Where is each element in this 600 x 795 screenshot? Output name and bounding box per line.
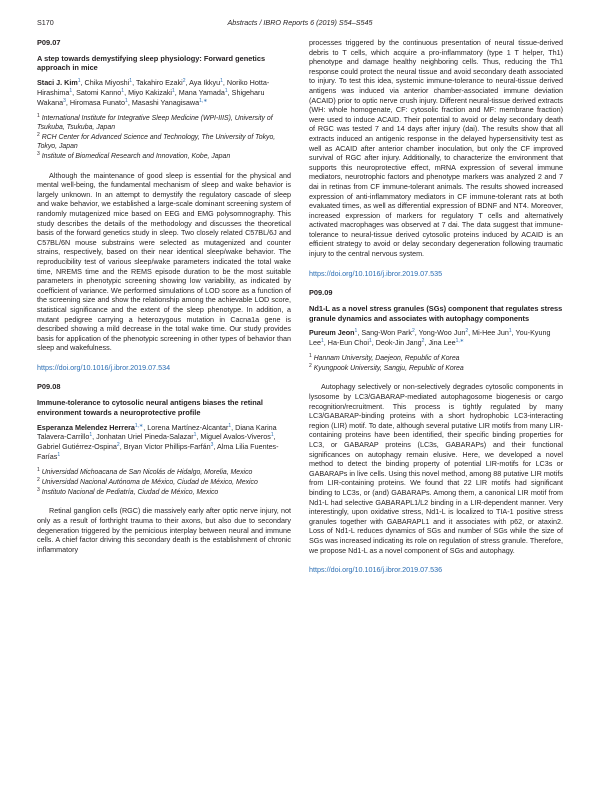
author-name: Gabriel Gutiérrez-Ospina <box>37 442 117 452</box>
right-column <box>309 38 563 585</box>
doi-link[interactable]: https://doi.org/10.1016/j.ibror.2019.07.534 <box>37 362 171 372</box>
author-affiliation-marker: 2 <box>421 338 425 345</box>
author-affiliation-marker: 1,∗ <box>199 97 208 104</box>
abstract-title: Immune-tolerance to cytosolic neural antigens biases the retinal environment towards a neuroprotective profile <box>37 398 263 417</box>
author-affiliation-marker: 1,∗ <box>134 422 144 429</box>
author-affiliation-marker: 3 <box>63 97 66 104</box>
author-affiliation-marker: 2 <box>182 78 186 85</box>
author-affiliation-marker: 1 <box>57 452 61 459</box>
author-affiliation-marker: 1 <box>125 97 128 104</box>
author-name: Masashi Yanagisawa <box>131 97 200 107</box>
author-affiliation-marker: 1 <box>193 432 197 439</box>
affiliation-number: 2 <box>309 363 312 370</box>
author-name: Jina Lee <box>428 338 456 348</box>
author-name: Satomi Kanno <box>76 87 122 97</box>
affiliation: $^3$ Instituto Nacional de Pediatría, Ciudad de México, Mexico <box>37 487 219 497</box>
author-affiliation-marker: 1 <box>77 78 81 85</box>
affiliation: $^1$ Hannam University, Daejeon, Republic of Korea <box>309 353 460 363</box>
abstract-body: Although the maintenance of good sleep is essential for the physical and mental well-being, the fundamental mechanism of sleep and wake behavior is largely unknown. In an attempt to demystify the regulatory cascade of sleep and wake behavior, we established a large-scale dominant screening system of randomly mutagenized mice based on EEG and EMG polysomnography. This study describes the details of the methodology and discusses the theoretical basis of the forward genetics study in sleep. Two closely related C57BL/6J and C57BL/6N mouse substrains were selected as mutagenized and counter strains, respectively, based on their near identical sleep/wake behavior. The reproducibility test of various sleep/wake parameters indicated the total wake time, NREMS time and the REMS episode duration to be the most suitable parameters in phenotypic screening showing low variability, as indicated by coefficient of variance. We performed simulations of LOD score as a function of the screening size and show the relationship among the achievable LOD score, statistical significance and the extent of the sleep phenotype. In addition, a mutant pedigree carrying a heterozygous mutation in Cacna1a gene is described showing a mild decrease in the total wake time. Our study provides basis for application of the phenotypic screening in other types of behavior than sleep and wakefulness. <box>37 170 291 353</box>
author-list: Pureum Jeon$^1$, Sang-Won Park$^2$, Yong-Woo Jun$^2$, Mi-Hee Jun$^1$, You-Kyung Lee$^1$, Ha-Eun Choi$^1$, Deok-Jin Jang$^2$, Jina Lee$^{1,∗}$ <box>309 328 551 348</box>
author-affiliation-marker: 1,∗ <box>455 338 464 345</box>
abstract-body: Retinal ganglion cells (RGC) die massively early after optic nerve injury, not only as a result of forthright trauma to their axons, but also due to secondary degeneration triggered by the pernicious interplay between neural and immune cells. A chief factor driving this secondary death is the establishment of chronic inflammatory <box>37 506 291 554</box>
author-affiliation-marker: 1 <box>69 87 73 94</box>
author-affiliation-marker: 1 <box>121 87 125 94</box>
author-name: Bryan Victor Phillips-Farfán <box>123 442 211 452</box>
author-affiliation-marker: 2 <box>411 328 415 335</box>
author-name: Takahiro Ezaki <box>135 78 183 88</box>
author-name: Miyo Kakizaki <box>128 87 173 97</box>
author-affiliation-marker: 1 <box>508 328 512 335</box>
author-name: Pureum Jeon <box>309 328 355 338</box>
affiliation: $^1$ Universidad Michoacana de San Nicolás de Hidalgo, Morelia, Mexico <box>37 466 253 476</box>
author-list: Esperanza Melendez Herrera$^{1,∗}$, Lorena Martínez-Alcantar$^1$, Diana Karina Talavera-Carrillo$^1$, Jonhatan Uriel Pineda-Salazar$^1$, Miguel Avalos-Viveros$^1$, Gabriel Gutiérrez-Ospina$^2$, Bryan Victor Phillips-Farfán$^3$, Alma Lilia Fuentes-Farías$^1$ <box>37 422 279 462</box>
affiliation-number: 3 <box>37 151 40 158</box>
author-affiliation-marker: 1 <box>89 432 93 439</box>
author-list: Staci J. Kim$^1$, Chika Miyoshi$^1$, Takahiro Ezaki$^2$, Aya Ikkyu$^1$, Noriko Hotta-Hirashima$^1$, Satomi Kanno$^1$, Miyo Kakizaki$^1$, Mana Yamada$^1$, Shigeharu Wakana$^3$, Hiromasa Funato$^1$, Masashi Yanagisawa$^{1,∗}$ <box>37 78 270 107</box>
author-name: Jonhatan Uriel Pineda-Salazar <box>96 432 194 442</box>
affiliation-number: 2 <box>37 477 40 484</box>
author-affiliation-marker: 1 <box>224 87 228 94</box>
journal-citation <box>37 18 563 27</box>
author-name: Mana Yamada <box>178 87 225 97</box>
affiliation: $^2$ Universidad Nacional Autónoma de México, Ciudad de México, Mexico <box>37 477 258 487</box>
author-affiliation-marker: 1 <box>228 422 232 429</box>
author-name: Staci J. Kim <box>37 78 78 88</box>
author-affiliation-marker: 3 <box>210 442 214 449</box>
doi-link[interactable]: https://doi.org/10.1016/j.ibror.2019.07.535 <box>309 268 443 278</box>
left-column <box>37 38 291 554</box>
author-name: Diana Karina Talavera-Carrillo <box>37 422 277 442</box>
author-name: Hiromasa Funato <box>69 97 126 107</box>
abstract-title: Nd1-L as a novel stress granules (SGs) component that regulates stress granule dynamics and associates with autophagy components <box>309 303 563 323</box>
abstract-id: P09.09 <box>309 288 333 298</box>
author-affiliation-marker: 2 <box>465 328 469 335</box>
doi-link[interactable]: https://doi.org/10.1016/j.ibror.2019.07.536 <box>309 565 443 575</box>
author-affiliation-marker: 1 <box>354 328 358 335</box>
affiliation-number: 2 <box>37 131 40 138</box>
affiliation-list <box>37 468 291 498</box>
author-affiliation-marker: 1 <box>321 338 324 345</box>
author-name: Noriko Hotta-Hirashima <box>37 78 270 97</box>
author-affiliation-marker: 1 <box>368 338 372 345</box>
author-name: Sang-Won Park <box>361 328 412 338</box>
author-name: Yong-Woo Jun <box>418 328 466 338</box>
author-name: Deok-Jin Jang <box>375 338 422 348</box>
affiliation-number: 1 <box>37 112 40 119</box>
author-name: Ha-Eun Choi <box>327 338 369 348</box>
affiliation-list <box>309 354 563 373</box>
page-header <box>37 18 563 30</box>
affiliation-number: 1 <box>309 353 312 360</box>
author-name: Alma Lilia Fuentes-Farías <box>37 442 279 462</box>
abstract-body-continued: processes triggered by the continuous presentation of neural tissue-derived debris to T cells, which acquire a pro-inflammatory (type 1 T helper, Th1) phenotype and damage healthy neighboring cells. Thus, reducing the Th1 response could protect the neural tissue and avoid secondary death associated to injury. To test this idea, systemic immune-tolerance to neural-tissue derived antigens was induced via anterior chamber-associated immune deviation (ACAID) prior to optic nerve crush injury. Different neural-tissue derived extracts (WH: whole homogenate, CF: cytosolic fraction and MF: membrane fraction) were used to induce ACAID. Their potential to avoid or delay secondary death of RGC was tested 7 and 14 days after injury (dai). The results show that all extracts induced an antigenic response in the delayed hypersensitivity test as well as ACAID after anterior chamber inoculation, but only the CF improved survival of RGC after injury. Additionally, to characterize the environment that supports this neuroprotective effect, mRNA expression of several immune mediators, neurotrophic factors and phenotype markers was analyzed 2 and 7 dai in retinas from CF immune-tolerant animals. The results showed increased expression of anti-inflammatory mediators in CF immune-tolerant rats at both evaluated times, as well as differential expression of BDNF and NT4. Moreover, increased expression of markers for regulatory T cells and alternatively activated macrophages was observed at 7 dai. The data suggest that immune-tolerance to neural-tissue derived cytosolic proteins induced by ACAID is an efficient strategy to avoid or delay secondary degeneration following traumatic injury to the central nervous system. <box>309 38 563 259</box>
affiliation: $^2$ Kyungpook University, Sangju, Republic of Korea <box>309 363 464 373</box>
author-name: Mi-Hee Jun <box>472 328 509 338</box>
affiliation-number: 3 <box>37 487 40 494</box>
affiliation-number: 1 <box>37 466 40 473</box>
affiliation: $^3$ Institute of Biomedical Research and Innovation, Kobe, Japan <box>37 151 231 161</box>
affiliation: $^1$ International Institute for Integrative Sleep Medicine (WPI-IIIS), University of Tsukuba, Tsukuba, Japan <box>37 112 273 131</box>
author-name: Miguel Avalos-Viveros <box>200 432 271 442</box>
author-name: Chika Miyoshi <box>84 78 130 88</box>
author-name: Shigeharu Wakana <box>37 87 265 107</box>
author-name: Lorena Martínez-Alcantar <box>147 422 229 432</box>
author-name: Aya Ikkyu <box>189 78 221 88</box>
abstract-title: A step towards demystifying sleep physiology: Forward genetics approach in mice <box>37 53 266 73</box>
author-name: You-Kyung Lee <box>309 328 551 348</box>
author-affiliation-marker: 2 <box>116 442 120 449</box>
author-affiliation-marker: 1 <box>129 78 133 85</box>
abstract-id: P09.07 <box>37 38 61 47</box>
page-number: S170 <box>37 18 54 27</box>
author-affiliation-marker: 1 <box>172 87 175 94</box>
author-name: Esperanza Melendez Herrera <box>37 422 135 432</box>
journal-citation-text: Abstracts / IBRO Reports 6 (2019) S54–S545 <box>227 18 373 27</box>
abstract-id: P09.08 <box>37 382 61 392</box>
affiliation-list <box>37 114 291 162</box>
abstract-body: Autophagy selectively or non-selectively degrades cytosolic components in lysosome by LC3/GABARAP-mediated autophagosome biogenesis or cargo recognition/recruitment. This process is tightly regulated by many LC3/GABARAP-binding proteins with a short hydrophobic LC3-interacting region (LIR) motif. To date, although several putative LIR motifs from many LIR-containing proteins have been identified, their specific binding properties for LC3, or GABARAP proteins (LC3s, GABARAPs) and their functional significances on autophagy remain elusive. Here, we developed a novel method to detect the binding property of potential LIR-motifs for LC3s or GABARAPs in live cells. Using this novel method, among 88 putative LIR motifs from LIR-containing proteins. We found that 22 LIR motifs had significant binding to LC3s, or (and) GABARAPs. Among them, a canonical LIR motif from Nd1-L had selective GABARAPL1/L2 binding in a LIR-dependent manner. Very interestingly, upon oxidative stress, Nd1-L is localized to TIA-1 positive stress granules together with GABARAPL1 and it associates with p62, or ataxin2. Loss of Nd1-L reduces dynamics of SGs and number of SGs while the size of SGs was increased indicating its role on regulation of stress granule. Therefore, we propose Nd1-L as a novel component of SGs and autophagy. <box>309 382 563 555</box>
author-affiliation-marker: 1 <box>220 78 223 85</box>
affiliation: $^2$ RCH Center for Advanced Science and Technology, The University of Tokyo, Tokyo, Japan <box>37 131 276 151</box>
author-affiliation-marker: 1 <box>270 432 274 439</box>
